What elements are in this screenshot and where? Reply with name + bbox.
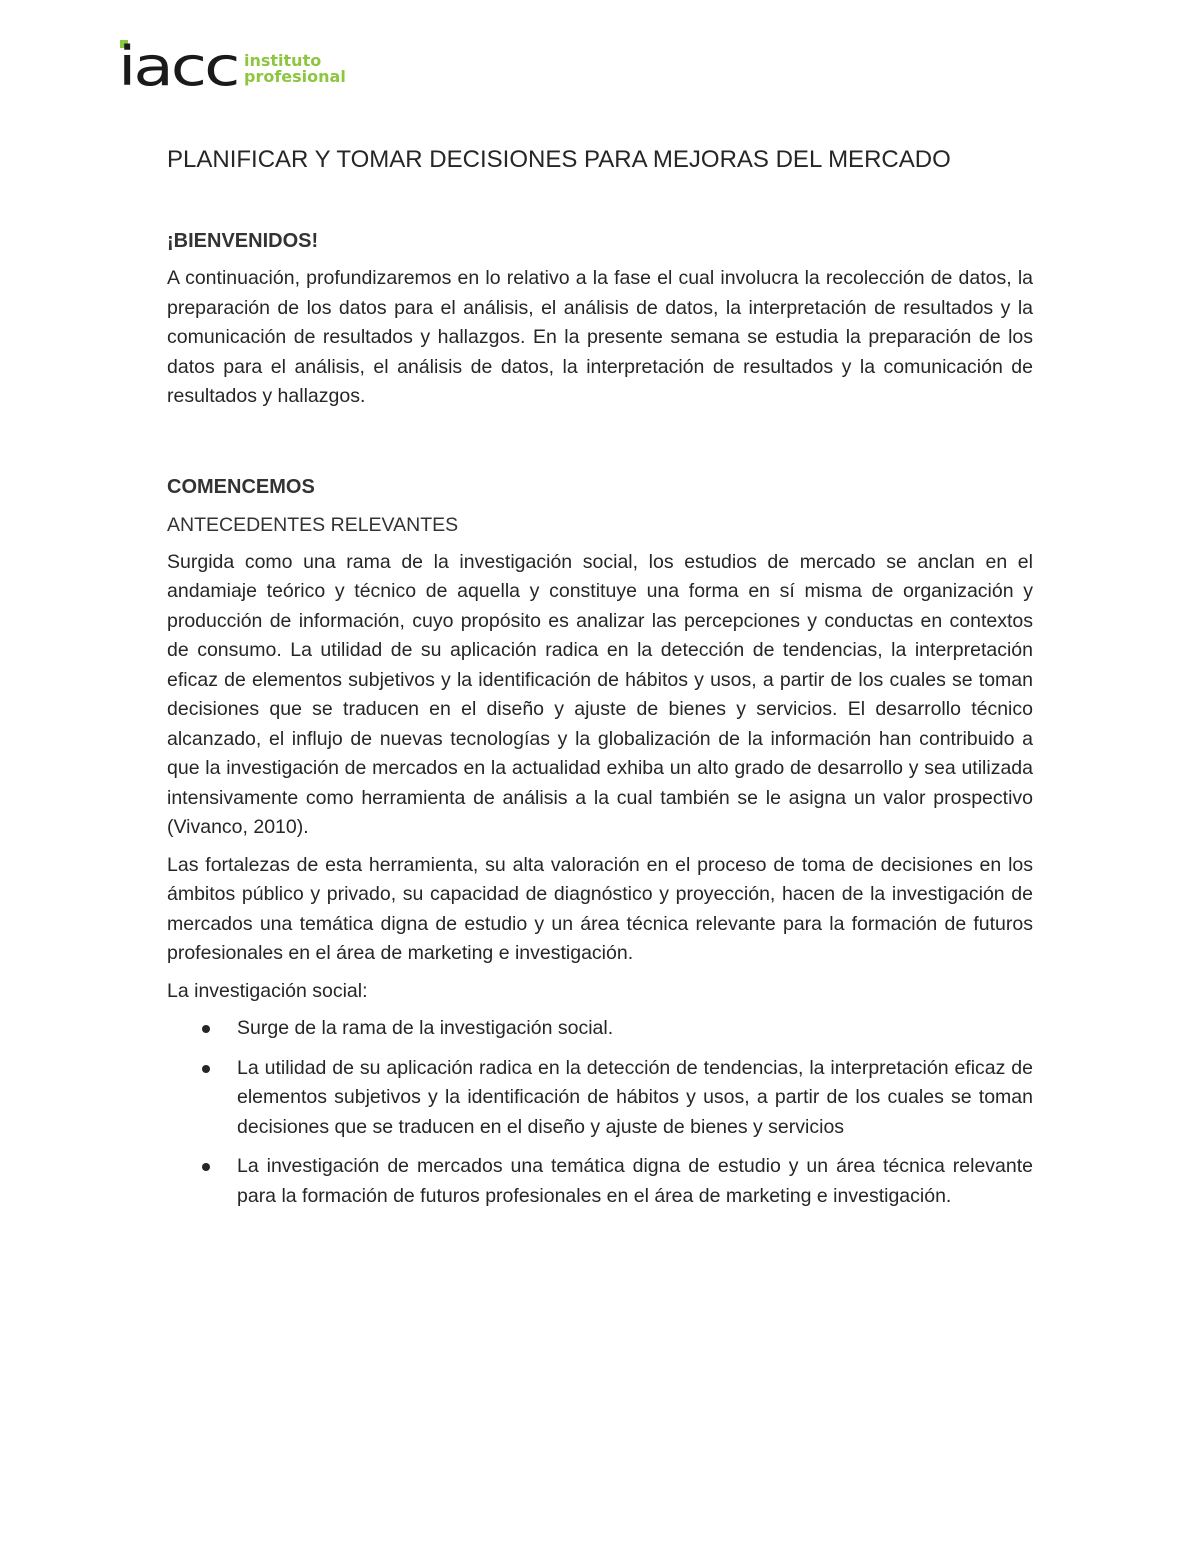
bullet-list [167, 1014, 1033, 1211]
logo-wordmark: iacc [118, 35, 238, 99]
iacc-logo [118, 35, 368, 100]
logo-subtitle-line2: profesional [244, 67, 346, 86]
paragraph-antecedentes: Surgida como una rama de la investigación social, los estudios de mercado se anclan en el andamiaje teórico y técnico de aquella y constituye una forma en sí misma de organización y producción de información, cuyo propósito es analizar las percepciones y conductas en contextos de consumo. La utilidad de su aplicación radica en la detección de tendencias, la interpretación eficaz de elementos subjetivos y la identificación de hábitos y usos, a partir de los cuales se toman decisiones que se traducen en el diseño y ajuste de bienes y servicios. El desarrollo técnico alcanzado, el influjo de nuevas tecnologías y la globalización de la información han contribuido a que la investigación de mercados en la actualidad exhiba un alto grado de desarrollo y sea utilizada intensivamente como herramienta de análisis a la cual también se le asigna un valor prospectivo (Vivanco, 2010). [167, 550, 1033, 838]
list-item [167, 1152, 1033, 1211]
subsection-heading: ANTECEDENTES RELEVANTES [167, 513, 459, 536]
paragraph-fortalezas: Las fortalezas de esta herramienta, su alta valoración en el proceso de toma de decisiones en los ámbitos público y privado, su capacidad de diagnóstico y proyección, hacen de la investigación de mercados una temática digna de estudio y un área técnica relevante para la formación de futuros profesionales en el área de marketing e investigación. [167, 853, 1033, 964]
document-title: PLANIFICAR Y TOMAR DECISIONES PARA MEJORAS DEL MERCADO [167, 146, 951, 173]
list-item [167, 1014, 1033, 1044]
logo-subtitle [244, 53, 346, 85]
section-heading: COMENCEMOS [167, 475, 315, 498]
intro-paragraph: A continuación, profundizaremos en lo relativo a la fase el cual involucra la recolección de datos, la preparación de los datos para el análisis, el análisis de datos, la interpretación de resultados y la comunicación de resultados y hallazgos. En la presente semana se estudia la preparación de los datos para el análisis, el análisis de datos, la interpretación de resultados y la comunicación de resultados y hallazgos. [167, 267, 1033, 407]
bullet-icon [202, 1065, 210, 1073]
document-body [167, 142, 1033, 1221]
logo-subtitle-line1: instituto [244, 51, 322, 70]
bullet-icon [202, 1025, 210, 1033]
list-intro: La investigación social: [167, 979, 368, 1002]
bullet-icon [202, 1163, 210, 1171]
list-item-text: La investigación de mercados una temática digna de estudio y un área técnica relevante para la formación de futuros profesionales en el área de marketing e investigación. [237, 1155, 1033, 1207]
list-item-text: Surge de la rama de la investigación social. [237, 1017, 614, 1039]
list-item-text: La utilidad de su aplicación radica en la detección de tendencias, la interpretación eficaz de elementos subjetivos y la identificación de hábitos y usos, a partir de los cuales se toman decisiones que se traducen en el diseño y ajuste de bienes y servicios [237, 1056, 1033, 1138]
welcome-heading: ¡BIENVENIDOS! [167, 230, 319, 252]
list-item [167, 1054, 1033, 1143]
